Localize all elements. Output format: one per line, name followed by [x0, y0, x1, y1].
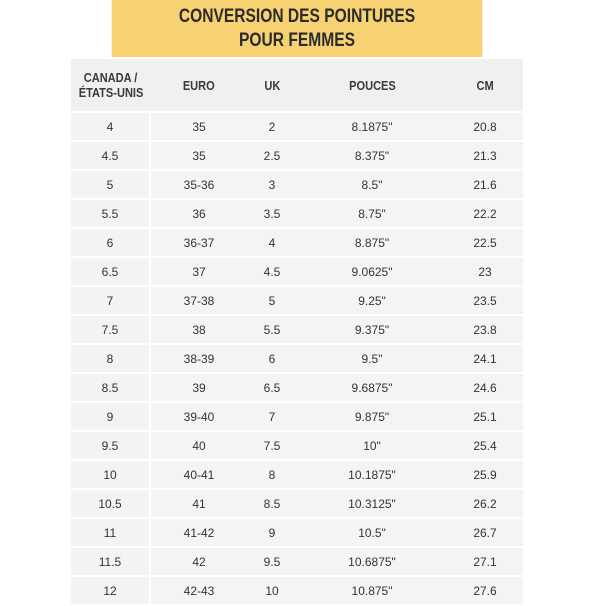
- table-row: [71, 171, 523, 200]
- table-row: [71, 113, 523, 142]
- header-uk-label: UK: [264, 77, 280, 93]
- cell-uk: 7: [247, 403, 297, 432]
- header-uk: [247, 59, 297, 113]
- cell-canada-us: 8: [71, 345, 151, 374]
- cell-cm: 25.1: [447, 403, 523, 432]
- cell-pouces: 8.1875": [297, 113, 447, 142]
- cell-euro: 40-41: [151, 461, 247, 490]
- cell-canada-us: 5: [71, 171, 151, 200]
- cell-euro: 35: [151, 142, 247, 171]
- cell-pouces: 9.25": [297, 287, 447, 316]
- cell-uk: 4: [247, 229, 297, 258]
- header-cm-label: CM: [476, 77, 494, 93]
- cell-euro: 39: [151, 374, 247, 403]
- cell-pouces: 10.6875": [297, 548, 447, 577]
- cell-uk: 5: [247, 287, 297, 316]
- cell-uk: 6: [247, 345, 297, 374]
- cell-pouces: 10.875": [297, 577, 447, 606]
- cell-cm: 25.4: [447, 432, 523, 461]
- table-row: [71, 548, 523, 577]
- cell-euro: 40: [151, 432, 247, 461]
- table-row: [71, 490, 523, 519]
- cell-canada-us: 9.5: [71, 432, 151, 461]
- cell-cm: 20.8: [447, 113, 523, 142]
- chart-title: [112, 0, 483, 57]
- cell-cm: 22.5: [447, 229, 523, 258]
- cell-pouces: 10.5": [297, 519, 447, 548]
- table-row: [71, 374, 523, 403]
- cell-canada-us: 6.5: [71, 258, 151, 287]
- table-row: [71, 316, 523, 345]
- cell-cm: 24.6: [447, 374, 523, 403]
- cell-euro: 42-43: [151, 577, 247, 606]
- cell-euro: 41: [151, 490, 247, 519]
- cell-canada-us: 11.5: [71, 548, 151, 577]
- header-pouces: [297, 59, 447, 113]
- cell-euro: 38-39: [151, 345, 247, 374]
- table-row: [71, 577, 523, 606]
- cell-pouces: 8.75": [297, 200, 447, 229]
- title-line-2: POUR FEMMES: [238, 29, 355, 51]
- table-body: [71, 113, 523, 606]
- cell-cm: 23.8: [447, 316, 523, 345]
- cell-canada-us: 10: [71, 461, 151, 490]
- header-canada-us-line2: ÉTATS-UNIS: [78, 85, 144, 100]
- cell-pouces: 9.375": [297, 316, 447, 345]
- cell-cm: 24.1: [447, 345, 523, 374]
- table-row: [71, 142, 523, 171]
- cell-pouces: 9.875": [297, 403, 447, 432]
- cell-uk: 3.5: [247, 200, 297, 229]
- title-line-1: CONVERSION DES POINTURES: [178, 5, 416, 27]
- cell-cm: 21.6: [447, 171, 523, 200]
- table-row: [71, 345, 523, 374]
- cell-pouces: 10": [297, 432, 447, 461]
- cell-euro: 42: [151, 548, 247, 577]
- cell-canada-us: 12: [71, 577, 151, 606]
- cell-uk: 8.5: [247, 490, 297, 519]
- cell-pouces: 9.5": [297, 345, 447, 374]
- header-pouces-label: POUCES: [348, 77, 396, 93]
- header-cm: [447, 59, 523, 113]
- cell-canada-us: 6: [71, 229, 151, 258]
- header-canada-us-line1: CANADA /: [84, 70, 138, 85]
- cell-euro: 39-40: [151, 403, 247, 432]
- cell-uk: 9: [247, 519, 297, 548]
- cell-canada-us: 10.5: [71, 490, 151, 519]
- cell-canada-us: 7.5: [71, 316, 151, 345]
- header-euro-label: EURO: [183, 77, 215, 93]
- cell-cm: 26.7: [447, 519, 523, 548]
- cell-cm: 23.5: [447, 287, 523, 316]
- cell-canada-us: 7: [71, 287, 151, 316]
- size-chart: [71, 0, 523, 606]
- cell-canada-us: 9: [71, 403, 151, 432]
- table-row: [71, 403, 523, 432]
- cell-euro: 36-37: [151, 229, 247, 258]
- table-row: [71, 229, 523, 258]
- cell-cm: 25.9: [447, 461, 523, 490]
- cell-canada-us: 4.5: [71, 142, 151, 171]
- cell-euro: 35-36: [151, 171, 247, 200]
- cell-cm: 27.1: [447, 548, 523, 577]
- cell-uk: 5.5: [247, 316, 297, 345]
- cell-cm: 26.2: [447, 490, 523, 519]
- cell-cm: 21.3: [447, 142, 523, 171]
- cell-uk: 4.5: [247, 258, 297, 287]
- header-canada-us: [71, 59, 151, 113]
- table-row: [71, 519, 523, 548]
- cell-uk: 6.5: [247, 374, 297, 403]
- table-row: [71, 258, 523, 287]
- size-table: [71, 59, 523, 606]
- cell-uk: 2: [247, 113, 297, 142]
- cell-pouces: 8.875": [297, 229, 447, 258]
- cell-uk: 10: [247, 577, 297, 606]
- cell-euro: 37: [151, 258, 247, 287]
- cell-euro: 38: [151, 316, 247, 345]
- table-row: [71, 287, 523, 316]
- cell-pouces: 10.3125": [297, 490, 447, 519]
- cell-cm: 22.2: [447, 200, 523, 229]
- cell-euro: 36: [151, 200, 247, 229]
- cell-canada-us: 11: [71, 519, 151, 548]
- cell-uk: 7.5: [247, 432, 297, 461]
- cell-euro: 35: [151, 113, 247, 142]
- cell-canada-us: 5.5: [71, 200, 151, 229]
- cell-pouces: 9.6875": [297, 374, 447, 403]
- cell-uk: 2.5: [247, 142, 297, 171]
- header-euro: [151, 59, 247, 113]
- cell-euro: 37-38: [151, 287, 247, 316]
- cell-uk: 8: [247, 461, 297, 490]
- table-row: [71, 432, 523, 461]
- table-row: [71, 200, 523, 229]
- cell-pouces: 8.375": [297, 142, 447, 171]
- cell-canada-us: 8.5: [71, 374, 151, 403]
- cell-euro: 41-42: [151, 519, 247, 548]
- cell-pouces: 9.0625": [297, 258, 447, 287]
- cell-uk: 9.5: [247, 548, 297, 577]
- cell-pouces: 8.5": [297, 171, 447, 200]
- cell-canada-us: 4: [71, 113, 151, 142]
- cell-cm: 27.6: [447, 577, 523, 606]
- header-row: [71, 59, 523, 113]
- cell-pouces: 10.1875": [297, 461, 447, 490]
- cell-uk: 3: [247, 171, 297, 200]
- cell-cm: 23: [447, 258, 523, 287]
- table-row: [71, 461, 523, 490]
